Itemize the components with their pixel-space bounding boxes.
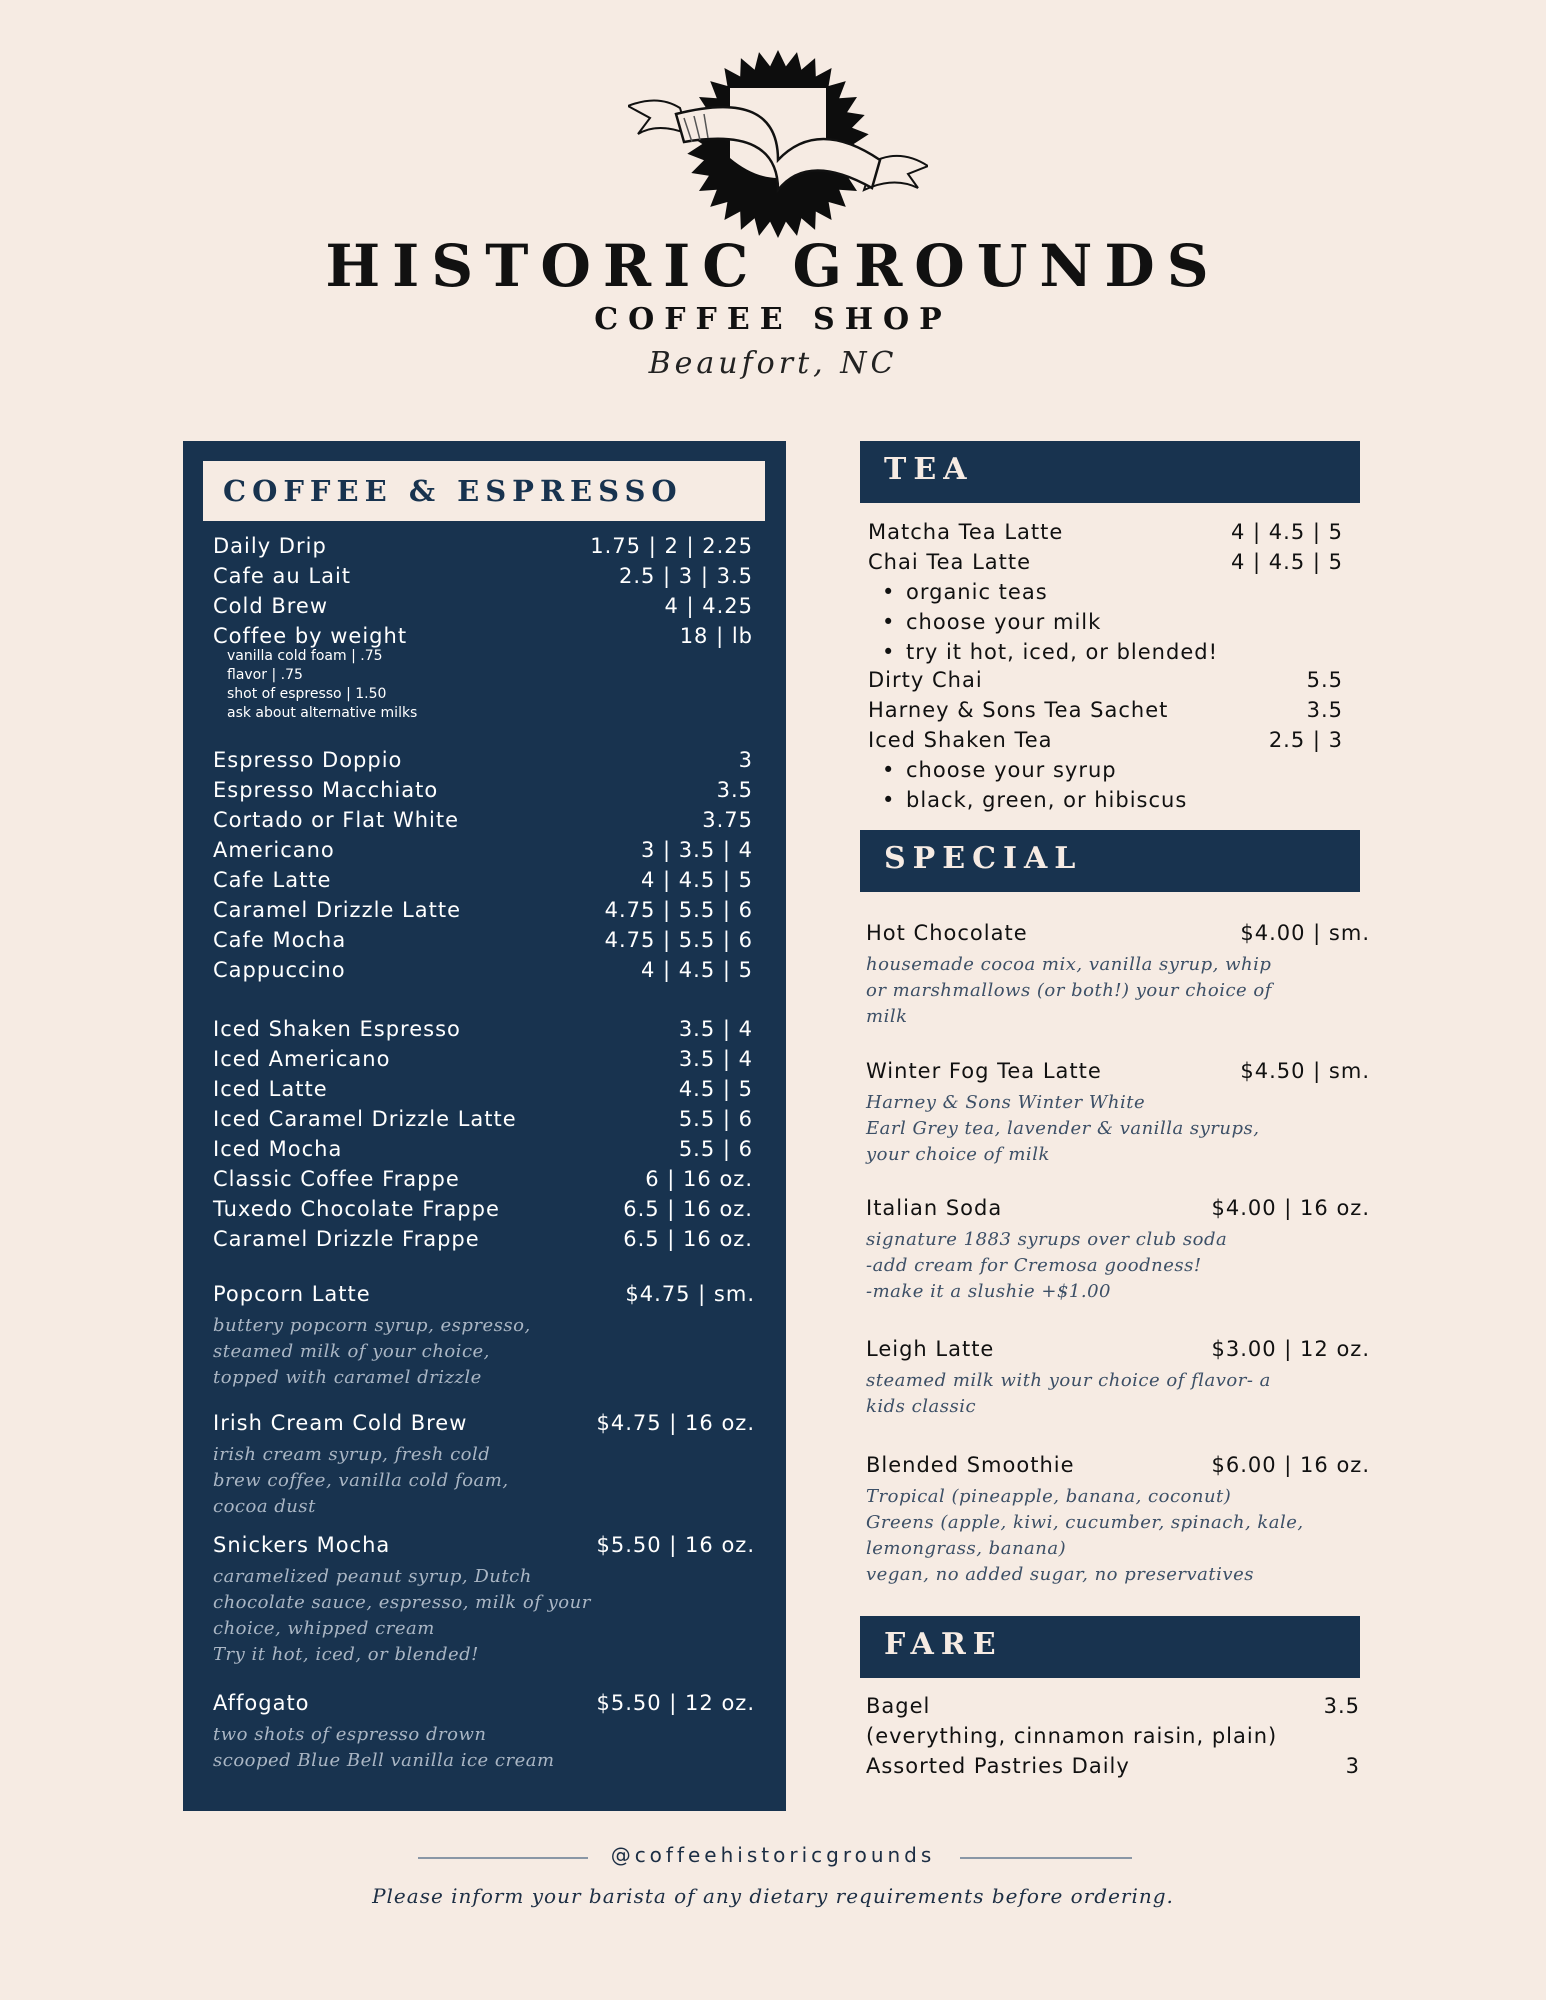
menu-item bbox=[213, 745, 753, 775]
item-price: 18 | lb bbox=[679, 624, 753, 648]
item-description bbox=[213, 1564, 591, 1668]
bullet-item: • choose your milk bbox=[876, 607, 1218, 637]
item-name: Affogato bbox=[213, 1691, 310, 1715]
item-description bbox=[213, 1722, 555, 1774]
item-price: 6 | 16 oz. bbox=[645, 1167, 753, 1191]
dietary-note: Please inform your barista of any dietary requirements before ordering. bbox=[372, 1884, 1174, 1908]
description-line: or marshmallows (or both!) your choice of bbox=[866, 980, 1272, 1001]
item-description bbox=[213, 1442, 509, 1520]
menu-item bbox=[868, 517, 1343, 547]
tea-notes-b bbox=[876, 755, 1187, 815]
description-line: buttery popcorn syrup, espresso, bbox=[213, 1315, 531, 1336]
item-price: 4 | 4.5 | 5 bbox=[1231, 550, 1343, 574]
item-description bbox=[866, 952, 1346, 1030]
item-name: (everything, cinnamon raisin, plain) bbox=[866, 1724, 1278, 1748]
description-line: choice, whipped cream bbox=[213, 1618, 435, 1639]
item-name: Cafe Latte bbox=[213, 868, 332, 892]
item-description bbox=[866, 1227, 1346, 1305]
item-price: 4 | 4.5 | 5 bbox=[641, 868, 753, 892]
menu-item bbox=[866, 1334, 1370, 1364]
description-line: brew coffee, vanilla cold foam, bbox=[213, 1470, 509, 1491]
item-name: Leigh Latte bbox=[866, 1337, 995, 1361]
item-name: Snickers Mocha bbox=[213, 1533, 391, 1557]
bullet-item: • black, green, or hibiscus bbox=[876, 785, 1187, 815]
item-name: Coffee by weight bbox=[213, 624, 408, 648]
bullet-item: • organic teas bbox=[876, 577, 1218, 607]
shop-location: Beaufort, NC bbox=[648, 346, 898, 381]
item-price: 4.5 | 5 bbox=[678, 1077, 753, 1101]
description-line: Tropical (pineapple, banana, coconut) bbox=[866, 1486, 1232, 1507]
item-description bbox=[866, 1484, 1346, 1588]
description-line: scooped Blue Bell vanilla ice cream bbox=[213, 1750, 555, 1771]
item-price: 2.5 | 3 bbox=[1268, 728, 1343, 752]
menu-item bbox=[213, 835, 753, 865]
menu-item bbox=[868, 665, 1343, 695]
item-name: Caramel Drizzle Latte bbox=[213, 898, 461, 922]
menu-item bbox=[866, 1056, 1370, 1086]
description-line: topped with caramel drizzle bbox=[213, 1367, 482, 1388]
tea-section-heading: TEA bbox=[860, 441, 1360, 503]
item-name: Cold Brew bbox=[213, 594, 329, 618]
description-line: Try it hot, iced, or blended! bbox=[213, 1644, 479, 1665]
item-name: Espresso Doppio bbox=[213, 748, 403, 772]
item-name: Cappuccino bbox=[213, 958, 346, 982]
menu-item bbox=[213, 591, 753, 621]
fare-section-heading: FARE bbox=[860, 1616, 1360, 1678]
menu-item bbox=[213, 955, 753, 985]
description-line: housemade cocoa mix, vanilla syrup, whip bbox=[866, 954, 1272, 975]
menu-item bbox=[213, 1530, 755, 1560]
item-name: Iced Shaken Espresso bbox=[213, 1017, 461, 1041]
addon-line: flavor | .75 bbox=[227, 667, 303, 683]
menu-item bbox=[213, 1134, 753, 1164]
item-name: Iced Caramel Drizzle Latte bbox=[213, 1107, 517, 1131]
menu-item bbox=[213, 621, 753, 651]
description-line: two shots of espresso drown bbox=[213, 1724, 487, 1745]
item-name: Cafe au Lait bbox=[213, 564, 352, 588]
menu-item bbox=[213, 1408, 755, 1438]
addon-line: ask about alternative milks bbox=[227, 705, 418, 721]
description-line: -make it a slushie +$1.00 bbox=[866, 1281, 1111, 1302]
item-price: 3.5 | 4 bbox=[678, 1017, 753, 1041]
item-name: Tuxedo Chocolate Frappe bbox=[213, 1197, 500, 1221]
item-price: 2.5 | 3 | 3.5 bbox=[618, 564, 753, 588]
item-name: Blended Smoothie bbox=[866, 1453, 1075, 1477]
menu-item bbox=[213, 1074, 753, 1104]
item-name: Hot Chocolate bbox=[866, 921, 1028, 945]
item-price: 5.5 bbox=[1306, 668, 1343, 692]
addon-line: shot of espresso | 1.50 bbox=[227, 686, 387, 702]
description-line: chocolate sauce, espresso, milk of your bbox=[213, 1592, 591, 1613]
item-price: 5.5 | 6 bbox=[678, 1107, 753, 1131]
menu-item bbox=[213, 1044, 753, 1074]
description-line: -add cream for Cremosa goodness! bbox=[866, 1255, 1202, 1276]
item-name: Cortado or Flat White bbox=[213, 808, 460, 832]
item-name: Iced Americano bbox=[213, 1047, 391, 1071]
item-price: $4.75 | 16 oz. bbox=[596, 1411, 755, 1435]
description-line: Earl Grey tea, lavender & vanilla syrups, bbox=[866, 1118, 1260, 1139]
menu-item bbox=[866, 918, 1370, 948]
item-price: 6.5 | 16 oz. bbox=[623, 1197, 753, 1221]
menu-item bbox=[213, 561, 753, 591]
item-name: Assorted Pastries Daily bbox=[866, 1754, 1130, 1778]
item-price: $6.00 | 16 oz. bbox=[1211, 1453, 1370, 1477]
description-line: vegan, no added sugar, no preservatives bbox=[866, 1564, 1254, 1585]
item-price: $4.50 | sm. bbox=[1240, 1059, 1370, 1083]
description-line: milk bbox=[866, 1006, 908, 1027]
menu-item bbox=[213, 1164, 753, 1194]
description-line: steamed milk with your choice of flavor- a bbox=[866, 1370, 1271, 1391]
coffee-section-heading: COFFEE & ESPRESSO bbox=[203, 461, 765, 521]
item-price: $4.00 | sm. bbox=[1240, 921, 1370, 945]
description-line: caramelized peanut syrup, Dutch bbox=[213, 1566, 532, 1587]
special-section-heading: SPECIAL bbox=[860, 830, 1360, 892]
menu-item bbox=[213, 1014, 753, 1044]
social-handle-text: @coffeehistoricgrounds bbox=[595, 1843, 952, 1867]
description-line: cocoa dust bbox=[213, 1496, 316, 1517]
item-price: 3.5 bbox=[716, 778, 753, 802]
item-price: 3.5 bbox=[1306, 698, 1343, 722]
item-price: 3.5 bbox=[1323, 1694, 1360, 1718]
item-name: Americano bbox=[213, 838, 335, 862]
menu-item bbox=[213, 925, 753, 955]
item-price: $4.75 | sm. bbox=[625, 1282, 755, 1306]
bullet-item: • try it hot, iced, or blended! bbox=[876, 637, 1218, 667]
menu-item bbox=[868, 725, 1343, 755]
description-line: steamed milk of your choice, bbox=[213, 1341, 490, 1362]
item-price: 3.5 | 4 bbox=[678, 1047, 753, 1071]
menu-item bbox=[866, 1450, 1370, 1480]
menu-item bbox=[213, 1194, 753, 1224]
item-name: Classic Coffee Frappe bbox=[213, 1167, 460, 1191]
item-price: 6.5 | 16 oz. bbox=[623, 1227, 753, 1251]
item-description bbox=[213, 1313, 531, 1391]
item-name: Bagel bbox=[866, 1694, 931, 1718]
menu-item bbox=[213, 865, 753, 895]
item-price: 4 | 4.25 bbox=[664, 594, 753, 618]
item-name: Cafe Mocha bbox=[213, 928, 347, 952]
description-line: kids classic bbox=[866, 1396, 977, 1417]
item-name: Iced Mocha bbox=[213, 1137, 343, 1161]
menu-item bbox=[868, 695, 1343, 725]
item-name: Caramel Drizzle Frappe bbox=[213, 1227, 480, 1251]
bullet-item: • choose your syrup bbox=[876, 755, 1187, 785]
starburst-banner-logo bbox=[628, 48, 928, 240]
menu-item bbox=[213, 1104, 753, 1134]
description-line: Greens (apple, kiwi, cucumber, spinach, kale, bbox=[866, 1512, 1304, 1533]
item-name: Iced Shaken Tea bbox=[868, 728, 1053, 752]
item-price: 4.75 | 5.5 | 6 bbox=[604, 898, 753, 922]
description-line: signature 1883 syrups over club soda bbox=[866, 1229, 1228, 1250]
menu-item bbox=[213, 1279, 755, 1309]
menu-item bbox=[866, 1691, 1360, 1721]
item-price: $3.00 | 12 oz. bbox=[1211, 1337, 1370, 1361]
menu-item bbox=[213, 805, 753, 835]
menu-item bbox=[213, 531, 753, 561]
item-price: 3 bbox=[738, 748, 753, 772]
item-price: 5.5 | 6 bbox=[678, 1137, 753, 1161]
item-name: Chai Tea Latte bbox=[868, 550, 1032, 574]
shop-title: HISTORIC GROUNDS bbox=[325, 232, 1221, 300]
description-line: Harney & Sons Winter White bbox=[866, 1092, 1146, 1113]
menu-item bbox=[213, 895, 753, 925]
item-name: Popcorn Latte bbox=[213, 1282, 371, 1306]
item-description bbox=[866, 1368, 1346, 1420]
item-price: 3 | 3.5 | 4 bbox=[641, 838, 753, 862]
item-name: Espresso Macchiato bbox=[213, 778, 439, 802]
item-name: Daily Drip bbox=[213, 534, 327, 558]
description-line: lemongrass, banana) bbox=[866, 1538, 1067, 1559]
item-price: $5.50 | 16 oz. bbox=[596, 1533, 755, 1557]
item-name: Irish Cream Cold Brew bbox=[213, 1411, 468, 1435]
description-line: irish cream syrup, fresh cold bbox=[213, 1444, 491, 1465]
addon-line: vanilla cold foam | .75 bbox=[227, 648, 383, 664]
social-handle[interactable] bbox=[0, 1843, 1546, 1867]
item-price: 4 | 4.5 | 5 bbox=[1231, 520, 1343, 544]
item-description bbox=[866, 1090, 1346, 1168]
menu-item bbox=[213, 1688, 755, 1718]
menu-item bbox=[866, 1721, 1360, 1751]
item-price: 4 | 4.5 | 5 bbox=[641, 958, 753, 982]
item-name: Winter Fog Tea Latte bbox=[866, 1059, 1102, 1083]
item-price: 1.75 | 2 | 2.25 bbox=[590, 534, 753, 558]
item-name: Matcha Tea Latte bbox=[868, 520, 1064, 544]
menu-item bbox=[866, 1751, 1360, 1781]
shop-subtitle: COFFEE SHOP bbox=[594, 302, 952, 337]
item-name: Dirty Chai bbox=[868, 668, 983, 692]
item-name: Iced Latte bbox=[213, 1077, 328, 1101]
menu-item bbox=[213, 775, 753, 805]
item-price: 4.75 | 5.5 | 6 bbox=[604, 928, 753, 952]
coffee-addons bbox=[227, 647, 417, 723]
menu-item bbox=[868, 547, 1343, 577]
item-name: Harney & Sons Tea Sachet bbox=[868, 698, 1169, 722]
item-price: $5.50 | 12 oz. bbox=[596, 1691, 755, 1715]
item-name: Italian Soda bbox=[866, 1196, 1003, 1220]
description-line: your choice of milk bbox=[866, 1144, 1050, 1165]
item-price: $4.00 | 16 oz. bbox=[1211, 1196, 1370, 1220]
tea-notes-a bbox=[876, 577, 1218, 667]
item-price: 3.75 bbox=[702, 808, 753, 832]
menu-item bbox=[866, 1193, 1370, 1223]
item-price: 3 bbox=[1345, 1754, 1360, 1778]
menu-item bbox=[213, 1224, 753, 1254]
